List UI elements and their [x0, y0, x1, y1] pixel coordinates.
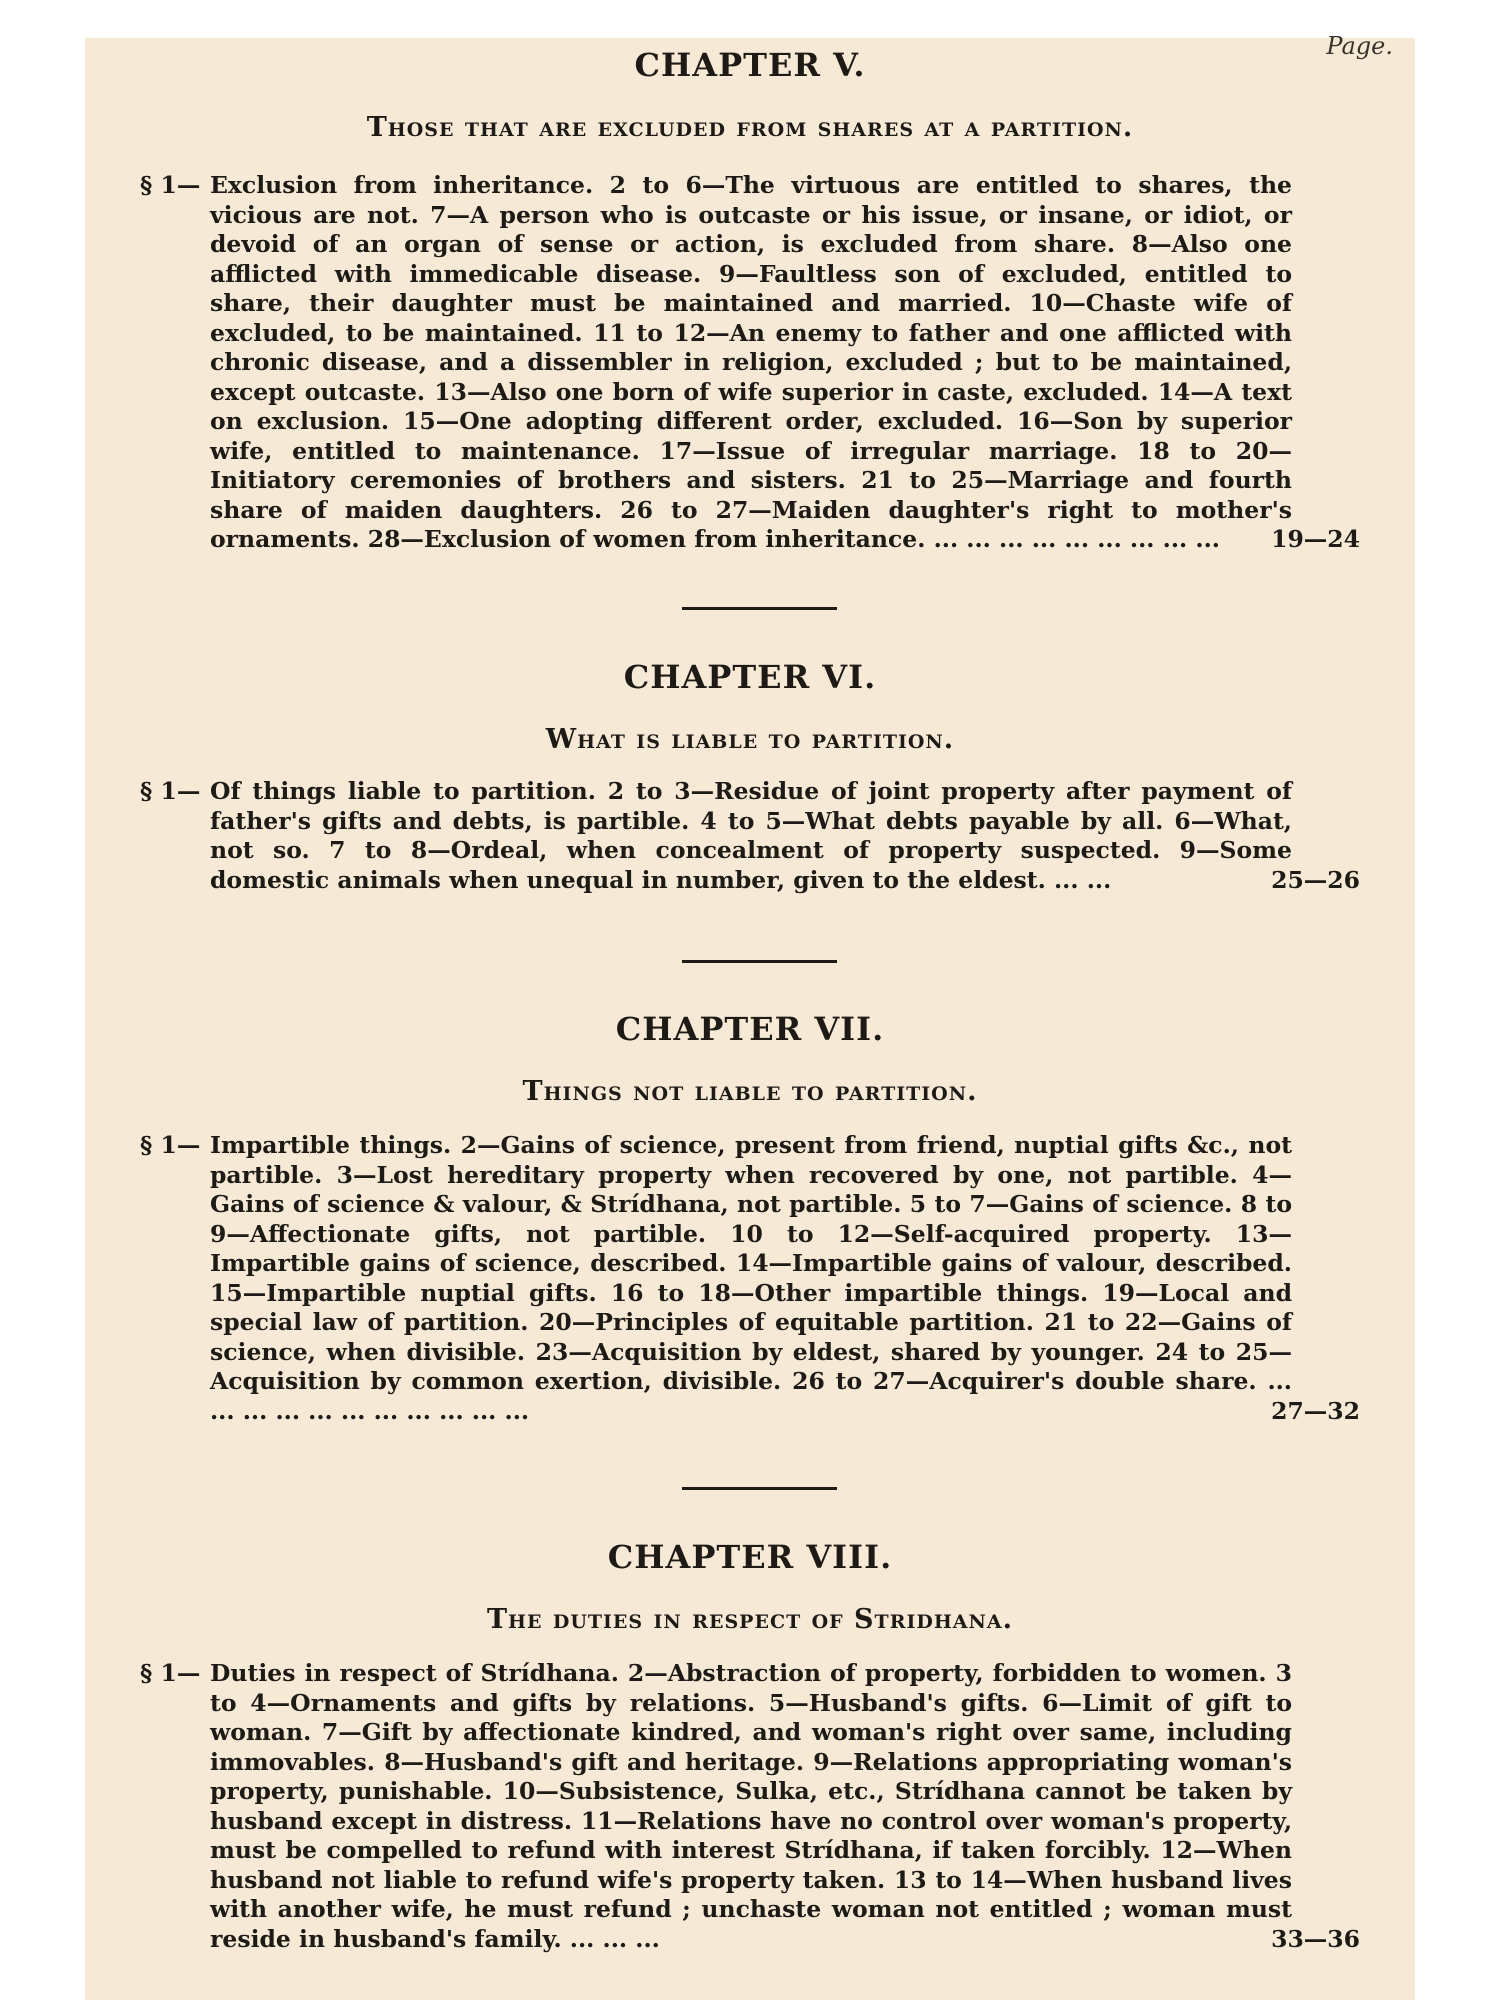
chapter-5 [85, 46, 1415, 555]
entry-text: Impartible things. 2—Gains of science, present from friend, nuptial gifts &c., not partible. 3—Lost hereditary property when recovered by one, not partible. 4—Gains of science & valour, & Strídhana, not partible. 5 to 7—Gains of science. 8 to 9—Affectionate gifts, not partible. 10 to 12—Self-acquired property. 13—Impartible gains of science, described. 14—Impartible gains of valour, described. 15—Impartible nuptial gifts. 16 to 18—Other impartible things. 19—Local and special law of partition. 20—Principles of equitable partition. 21 to 22—Gains of science, when divisible. 23—Acquisition by eldest, shared by younger. 24 to 25—Acquisition by common exertion, divisible. 26 to 27—Acquirer's double share. ... ... ... ... ... ... ... ... ... ... ... [210, 1131, 1292, 1425]
chapter-title: CHAPTER VI. [623, 658, 877, 696]
book-page [85, 32, 1415, 2000]
chapter-entry [140, 1659, 1360, 1954]
entry-text: Of things liable to partition. 2 to 3—Residue of joint property after payment of father's gifts and debts, is partible. 4 to 5—What debts payable by all. 6—What, not so. 7 to 8—Ordeal, when concealment of property suspected. 9—Some domestic animals when unequal in number, given to the eldest. ... ... [210, 777, 1292, 894]
page-range: 27—32 [1271, 1396, 1360, 1425]
chapter-subtitle: Things not liable to partition. [522, 1076, 978, 1107]
chapter-title: CHAPTER VIII. [607, 1538, 893, 1576]
chapter-entry [140, 1131, 1360, 1426]
chapter-8 [85, 1538, 1415, 1954]
chapter-6 [85, 658, 1415, 895]
section-mark: § 1— [140, 777, 201, 805]
page-range: 25—26 [1271, 865, 1360, 894]
divider [682, 1487, 837, 1490]
chapter-entry [140, 777, 1360, 895]
entry-text: Exclusion from inheritance. 2 to 6—The virtuous are entitled to shares, the vicious are not. 7—A person who is outcaste or his issue, or insane, or idiot, or devoid of an organ of sense or action, is excluded from share. 8—Also one afflicted with immedicable disease. 9—Faultless son of excluded, entitled to share, their daughter must be maintained and married. 10—Chaste wife of excluded, to be maintained. 11 to 12—An enemy to father and one afflicted with chronic disease, and a dissembler in religion, excluded ; but to be maintained, except outcaste. 13—Also one born of wife superior in caste, excluded. 14—A text on exclusion. 15—One adopting different order, excluded. 16—Son by superior wife, entitled to maintenance. 17—Issue of irregular marriage. 18 to 20—Initiatory ceremonies of brothers and sisters. 21 to 25—Marriage and fourth share of maiden daughters. 26 to 27—Maiden daughter's right to mother's ornaments. 28—Exclusion of women from inheritance. ... ... ... ... ... ... ... ... ... [210, 171, 1292, 553]
chapter-7 [85, 1010, 1415, 1426]
page-range: 33—36 [1271, 1924, 1360, 1953]
chapter-subtitle: What is liable to partition. [545, 724, 955, 755]
section-mark: § 1— [140, 1659, 201, 1687]
chapter-entry [140, 171, 1360, 555]
section-mark: § 1— [140, 171, 201, 199]
entry-text: Duties in respect of Strídhana. 2—Abstraction of property, forbidden to women. 3 to 4—Ornaments and gifts by relations. 5—Husband's gifts. 6—Limit of gift to woman. 7—Gift by affectionate kindred, and woman's right over same, including immovables. 8—Husband's gift and heritage. 9—Relations appropriating woman's property, punishable. 10—Subsistence, Sulka, etc., Strídhana cannot be taken by husband except in distress. 11—Relations have no control over woman's property, must be compelled to refund with interest Strídhana, if taken forcibly. 12—When husband not liable to refund wife's property taken. 13 to 14—When husband lives with another wife, he must refund ; unchaste woman not entitled ; woman must reside in husband's family. ... ... ... [210, 1659, 1292, 1953]
chapter-title: CHAPTER VII. [615, 1010, 885, 1048]
chapter-subtitle: The duties in respect of Stridhana. [486, 1604, 1014, 1635]
divider [682, 607, 837, 610]
divider [682, 960, 837, 963]
chapter-title: CHAPTER V. [634, 46, 866, 84]
chapter-subtitle: Those that are excluded from shares at a partition. [366, 112, 1134, 143]
section-mark: § 1— [140, 1131, 201, 1159]
page-column-label: Page. [1326, 32, 1393, 60]
page-range: 19—24 [1271, 525, 1360, 553]
